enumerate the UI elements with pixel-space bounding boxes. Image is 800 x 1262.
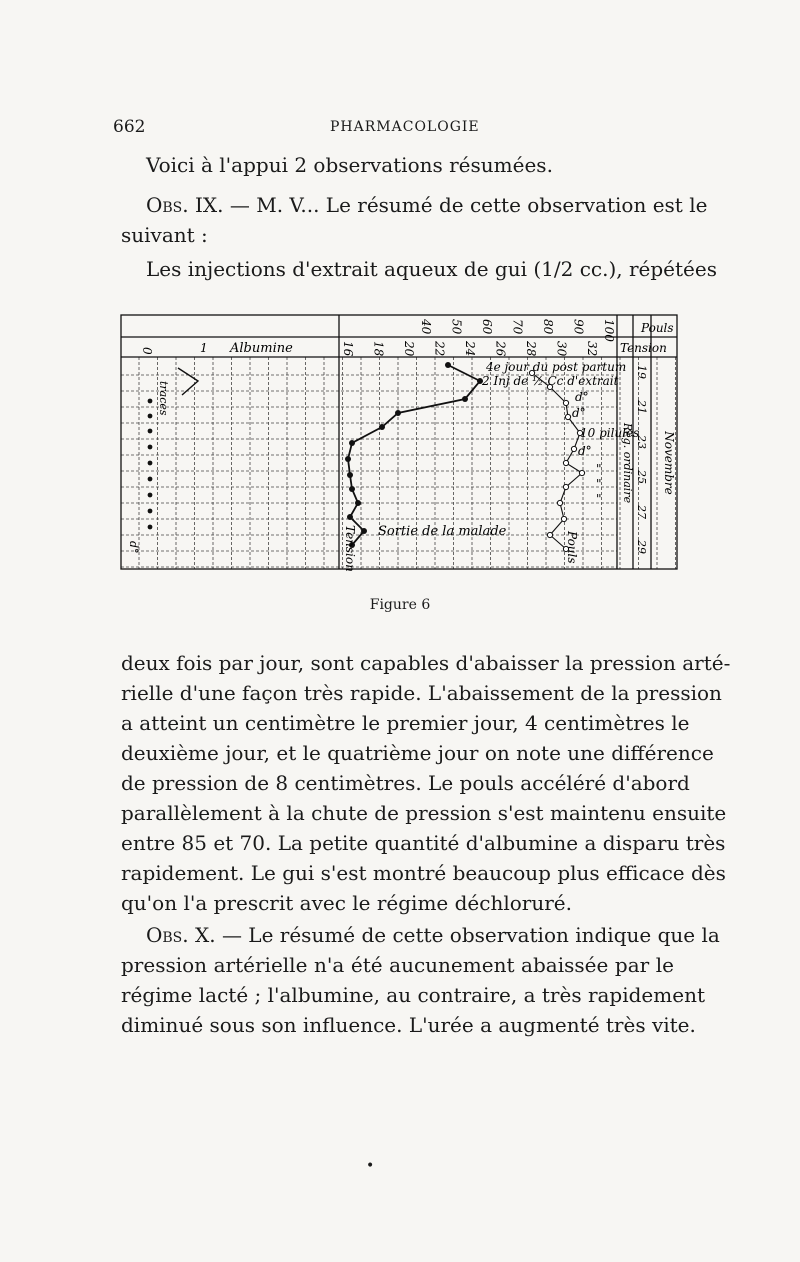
obs10-line-1 [121,920,720,950]
pouls-tick-label: 90 [571,319,586,335]
tension-point [345,456,351,462]
date-label: 19 [635,365,648,379]
obs10-paragraph [121,920,720,1040]
albumine-trace-label: traces [157,381,170,416]
pouls-point [563,484,568,489]
tension-tick-label: 22 [432,341,447,357]
pouls-point [565,414,570,419]
obs10-line: régime lacté ; l'albumine, au contraire, a très rapidement [121,983,705,1007]
annotation-sortie: Sortie de la malade [378,524,507,539]
albumine-value-1: 1 [200,341,208,355]
obs10-label: Obs. X. [146,923,216,947]
main-line: de pression de 8 centimètres. Le pouls accéléré d'abord [121,771,690,795]
pouls-tick-label: 60 [480,319,494,335]
pouls-point [563,460,568,465]
annotation-do-2: d° [572,406,586,420]
tension-tick-label: 20 [402,341,416,357]
tension-tick-label: 16 [341,341,355,357]
albumine-dots [148,399,153,530]
pouls-curve-label: Pouls [565,531,579,564]
tension-tick-labels [341,340,599,357]
tension-point [349,486,355,492]
annotation-do-3: d° [578,444,592,458]
tension-point [355,500,361,506]
pouls-header: Pouls [641,321,674,335]
pouls-point [579,470,584,475]
pouls-tick-label: 50 [449,319,464,335]
annotation-jour: 4e jour du post partum [486,360,627,374]
albumine-dot [148,429,153,434]
figure-6 [120,313,680,575]
tension-tick-label: 26 [493,341,508,357]
obs10-line-1-text: — Le résumé de cette observation indique que la [215,923,720,947]
tension-tick-label: 24 [463,341,477,357]
obs9-paragraph [121,190,708,250]
albumine-dot [148,493,153,498]
page-header [0,117,800,141]
albumine-header: Albumine [230,341,293,356]
obs10-line: diminué sous son influence. L'urée a augmenté très vite. [121,1013,696,1037]
obs9-line-2: suivant : [121,223,208,247]
intro-line: Voici à l'appui 2 observations résumées. [146,153,553,177]
tension-point [379,424,385,430]
injections-line: Les injections d'extrait aqueux de gui (1/2 cc.), répétées [146,257,717,281]
pouls-tick-labels [419,318,616,342]
date-label: 23 [635,435,648,449]
main-paragraph [121,648,731,918]
albumine-dot [148,414,153,419]
albumine-dot [148,461,153,466]
pouls-point [561,516,566,521]
bottom-left-label: d° [127,541,140,554]
obs9-line-1-text: — M. V... Le résumé de cette observation est le [223,193,708,217]
tension-tick-label: 30 [554,341,569,357]
month-label: Novembre [662,431,676,495]
albumine-dot [148,445,153,450]
pouls-tick-label: 100 [602,319,616,342]
annotation-do-1: d° [575,390,589,404]
pouls-point [571,446,576,451]
annotation-ditto-2: " [596,477,602,491]
pouls-tick-label: 40 [419,319,433,335]
date-label: 25 [635,470,648,484]
clinical-chart [120,313,680,575]
footer-mark: • [366,1158,375,1174]
date-label: 21 [635,400,648,414]
tension-point [462,396,468,402]
obs9-label: Obs. IX. [146,193,224,217]
regime-label: Rég. ordinaire [621,422,634,504]
tension-point [395,410,401,416]
annotation-pilules: 10 pilules [580,426,640,440]
tension-point [361,528,367,534]
pouls-point [547,532,552,537]
tension-point [347,514,353,520]
albumine-dot [148,509,153,514]
main-line: qu'on l'a prescrit avec le régime déchloruré. [121,891,572,915]
page-number: 662 [113,117,146,137]
albumine-dot [148,477,153,482]
albumine-value-0: 0 [140,347,154,355]
obs9-line-1 [121,190,708,220]
tension-tick-label: 18 [371,341,386,357]
main-line: rapidement. Le gui s'est montré beaucoup plus efficace dès [121,861,726,885]
main-line: entre 85 et 70. La petite quantité d'albumine a disparu très [121,831,726,855]
tension-point [349,440,355,446]
intro-paragraph [121,150,699,180]
annotation-injection: 2 Inj de ½ Cc d'extrait [482,374,619,388]
running-head: PHARMACOLOGIE [330,119,480,135]
main-line: parallèlement à la chute de pression s'est maintenu ensuite [121,801,727,825]
tension-point [347,472,353,478]
annotation-ditto-1: " [596,462,602,476]
main-line: a atteint un centimètre le premier jour, 4 centimètres le [121,711,690,735]
albumine-dot [148,399,153,404]
date-labels [635,365,648,554]
pouls-point [563,400,568,405]
figure-caption: Figure 6 [369,597,431,613]
albumine-dot [148,525,153,530]
main-line: deuxième jour, et le quatrième jour on note une différence [121,741,714,765]
tension-tick-label: 28 [524,341,538,357]
tension-tick-label: 32 [585,341,599,357]
pouls-tick-label: 70 [510,319,525,335]
annotation-ditto-3: " [596,492,602,506]
main-line: deux fois par jour, sont capables d'abaisser la pression arté- [121,651,731,675]
main-line: rielle d'une façon très rapide. L'abaissement de la pression [121,681,722,705]
date-label: 29 [635,540,648,554]
obs10-line: pression artérielle n'a été aucunement abaissée par le [121,953,674,977]
pouls-point [557,500,562,505]
injections-paragraph [121,254,717,284]
tension-point [445,362,451,368]
tension-header: Tension [620,341,667,355]
date-label: 27 [635,505,648,519]
tension-curve-label: Tension [343,525,357,572]
pouls-tick-label: 80 [541,319,555,335]
